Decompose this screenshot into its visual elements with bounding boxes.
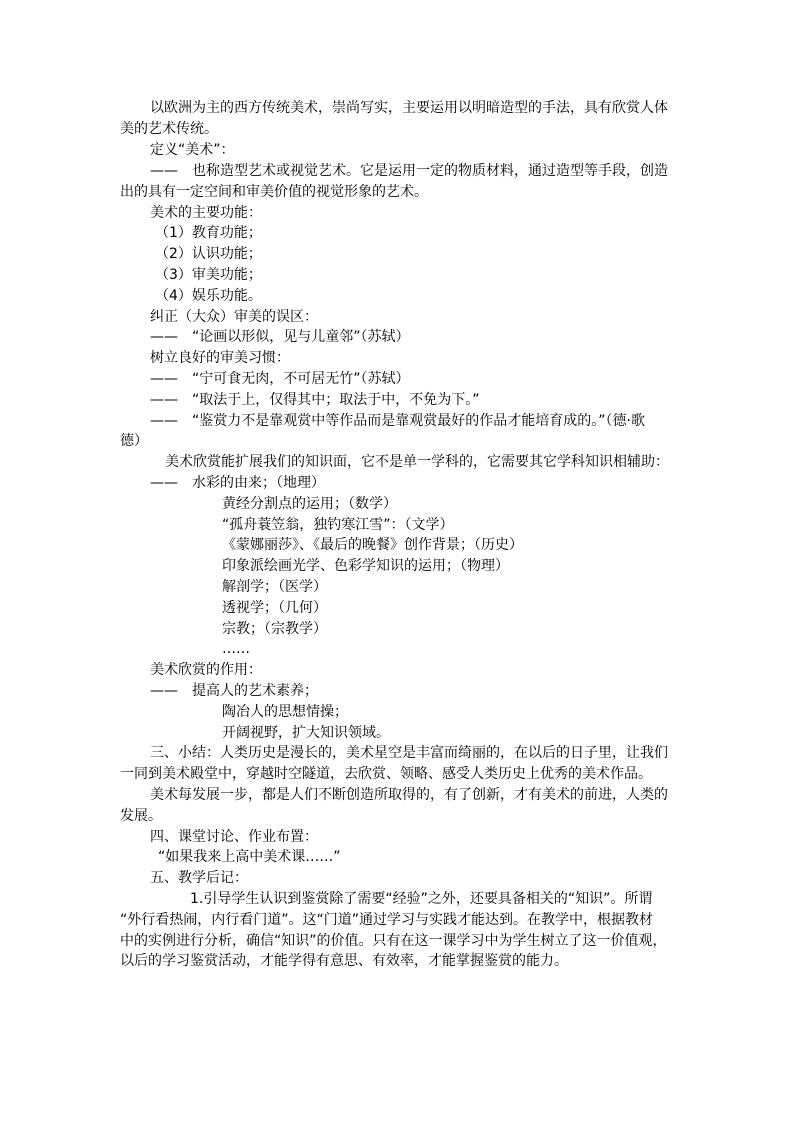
paragraph-line: 发展。 — [120, 808, 162, 824]
quote-line: —— “取法于上，仅得其中；取法于中，不免为下。” — [150, 392, 480, 408]
paragraph-line: 出的具有一定空间和审美价值的视觉形象的艺术。 — [120, 184, 428, 200]
list-item: 黄经分割点的运用；（数学） — [222, 496, 397, 512]
quote-line: “如果我来上高中美术课……” — [158, 849, 341, 865]
paragraph-line: 中的实例进行分析，确信“知识”的价值。只有在这一课学习中为学生树立了这一价值观， — [120, 933, 667, 949]
paragraph-line: 一同到美术殿堂中，穿越时空隧道，去欣赏、领略、感受人类历史上优秀的美术作品。 — [120, 766, 652, 782]
list-item: 透视学；（几何） — [222, 600, 327, 616]
paragraph-line: —— 也称造型艺术或视觉艺术。它是运用一定的物质材料，通过造型等手段，创造 — [150, 163, 668, 179]
paragraph-line: “外行看热闹，内行看门道”。这“门道”通过学习与实践才能达到。在教学中，根据教材 — [120, 912, 654, 928]
paragraph-line: 1.引导学生认识到鉴赏除了需要“经验”之外，还要具备相关的“知识”。所谓 — [190, 891, 653, 907]
section-heading: 四、课堂讨论、作业布置： — [150, 829, 318, 845]
quote-line: 德） — [120, 433, 148, 449]
list-item: （2）认识功能； — [155, 246, 262, 262]
list-item: …… — [222, 641, 250, 657]
quote-line: —— “宁可食无肉，不可居无竹”（苏轼） — [150, 371, 410, 387]
section-heading: 三、小结：人类历史是漫长的，美术星空是丰富而绮丽的，在以后的日子里，让我们 — [150, 745, 668, 761]
list-item: 解剖学；（医学） — [222, 579, 327, 595]
section-heading: 树立良好的审美习惯： — [150, 350, 290, 366]
section-heading: 五、教学后记： — [150, 870, 248, 886]
section-heading: 定义“美术”： — [150, 142, 235, 158]
list-item: 宗教；（宗教学） — [222, 621, 327, 637]
section-heading: 美术欣赏能扩展我们的知识面，它不是单一学科的，它需要其它学科知识相辅助： — [165, 454, 669, 470]
list-item: 《蒙娜丽莎》、《最后的晚餐》创作背景；（历史） — [222, 537, 523, 553]
quote-line: —— “论画以形似，见与儿童邻”（苏轼） — [150, 329, 410, 345]
list-item: 陶冶人的思想情操； — [222, 704, 348, 720]
list-item: （1）教育功能； — [155, 225, 262, 241]
list-item: 印象派绘画光学、色彩学知识的运用；（物理） — [222, 558, 509, 574]
list-item: （3）审美功能； — [155, 267, 262, 283]
paragraph-line: 美术每发展一步，都是人们不断创造所取得的，有了创新，才有美术的前进，人类的 — [150, 787, 668, 803]
section-heading: 美术欣赏的作用： — [150, 662, 262, 678]
list-item: （4）娱乐功能。 — [155, 288, 262, 304]
list-item: —— 水彩的由来；（地理） — [150, 475, 325, 491]
section-heading: 纠正（大众）审美的误区： — [150, 309, 318, 325]
paragraph-line: 以欧洲为主的西方传统美术，崇尚写实，主要运用以明暗造型的手法，具有欣赏人体 — [150, 100, 668, 116]
section-heading: 美术的主要功能： — [150, 205, 262, 221]
list-item: —— 提高人的艺术素养； — [150, 683, 318, 699]
list-item: 开阔视野，扩大知识领域。 — [222, 725, 390, 741]
quote-line: —— “鉴赏力不是靠观赏中等作品而是靠观赏最好的作品才能培育成的。”（德·歌 — [150, 413, 645, 429]
list-item: “孤舟蓑笠翁，独钓寒江雪”：（文学） — [222, 517, 454, 533]
paragraph-line: 美的艺术传统。 — [120, 121, 218, 137]
paragraph-line: 以后的学习鉴赏活动，才能学得有意思、有效率，才能掌握鉴赏的能力。 — [120, 953, 568, 969]
